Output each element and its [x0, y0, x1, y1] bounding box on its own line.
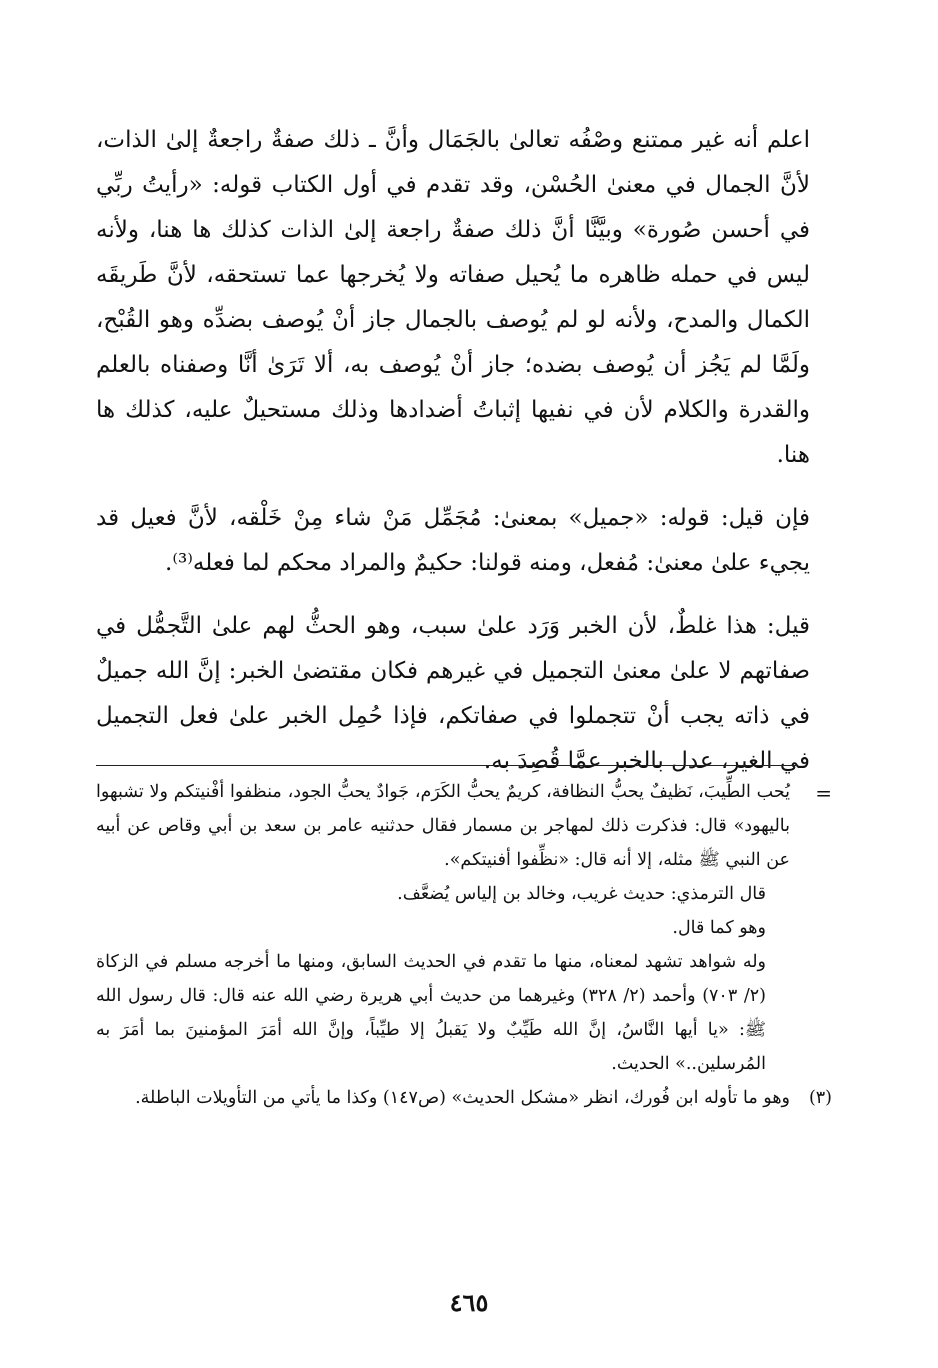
main-text [96, 118, 810, 784]
footnote-3-text: وهو ما تأوله ابن فُورك، انظر «مشكل الحديث» (ص١٤٧) وكذا ما يأتي من التأويلات الباطلة. [135, 1088, 790, 1108]
footnote-remark: وهو كما قال. [672, 918, 766, 938]
paragraph-reply: قيل: هذا غلطٌ، لأن الخبر وَرَد علىٰ سبب، وهو الحثُّ لهم علىٰ التَّجمُّل في صفاتهم لا علىٰ معنىٰ التجميل في غيرهم فكان مقتضىٰ الخبر: إنَّ الله جميلٌ في ذاته يجب أنْ تتجملوا في صفاتكم، فإذا حُمِل الخبر علىٰ فعل التجميل في الغير، عدل بالخبر عمَّا قُصِدَ به. [96, 613, 810, 774]
footnote-continuation-mark: = [815, 781, 832, 805]
footnote-3 [96, 1081, 832, 1115]
footnote-3-number: (٣) [808, 1088, 832, 1108]
page-number: ٤٦٥ [449, 1288, 489, 1317]
paragraph-beauty-attribute: اعلم أنه غير ممتنع وصْفُه تعالىٰ بالجَمَال وأنَّ ـ ذلك صفةٌ راجعةٌ إلىٰ الذات، لأنَّ الجمال في معنىٰ الحُسْن، وقد تقدم في أول الكتاب قوله: «رأيتُ ربِّي في أحسن صُورة» وبيَّنَّا أنَّ ذلك صفةٌ راجعة إلىٰ الذات كذلك ها هنا، ولأنه ليس في حمله ظاهره ما يُحيل صفاته ولا يُخرجها عما تستحقه، لأنَّ طَريقَه الكمال والمدح، ولأنه لو لم يُوصف بالجمال جاز أنْ يُوصف بضدِّه وهو القُبْح، ولَمَّا لم يَجُز أن يُوصف بضده؛ جاز أنْ يُوصف به، ألا تَرَىٰ أنَّا وصفناه بالعلم والقدرة والكلام لأن في نفيها إثباتُ أضدادها وذلك مستحيلٌ عليه، كذلك ها هنا. [96, 127, 810, 468]
footnote-witnesses: وله شواهد تشهد لمعناه، منها ما تقدم في الحديث السابق، ومنها ما أخرجه مسلم في الزكاة (٢/ ٧٠٣) وأحمد (٢/ ٣٢٨) وغيرهما من حديث أبي هريرة رضي الله عنه قال: قال رسول الله ﷺ: «يا أيها النَّاسُ، إنَّ الله طَيِّبٌ ولا يَقبلُ إلا طيِّباً، وإنَّ الله أمَرَ المؤمنينَ بما أمَرَ به المُرسلين..» الحديث. [96, 952, 766, 1074]
footnote-divider [96, 765, 798, 766]
footnotes [96, 775, 832, 1115]
paragraph-objection: فإن قيل: قوله: «جميل» بمعنىٰ: مُجَمِّل مَنْ شاء مِنْ خَلْقه، لأنَّ فعيل قد يجيء علىٰ معنىٰ: مُفعل، ومنه قولنا: حكيمٌ والمراد محكم لما فعله⁽³⁾. [96, 505, 810, 576]
footnote-continued-text: يُحب الطِّيبَ، نَظيفٌ يحبُّ النظافة، كريمٌ يحبُّ الكَرَم، جَوادٌ يحبُّ الجود، منظفوا أفْنيتكم ولا تشبهوا باليهود» قال: فذكرت ذلك لمهاجر بن مسمار فقال حدثنيه عامر بن سعد بن أبي وقاص عن أبيه عن النبي ﷺ مثله، إلا أنه قال: «نظِّفوا أفنيتكم». [96, 782, 790, 870]
footnote-tirmidhi-comment: قال الترمذي: حديث غريب، وخالد بن إلياس يُضعَّف. [397, 884, 766, 904]
